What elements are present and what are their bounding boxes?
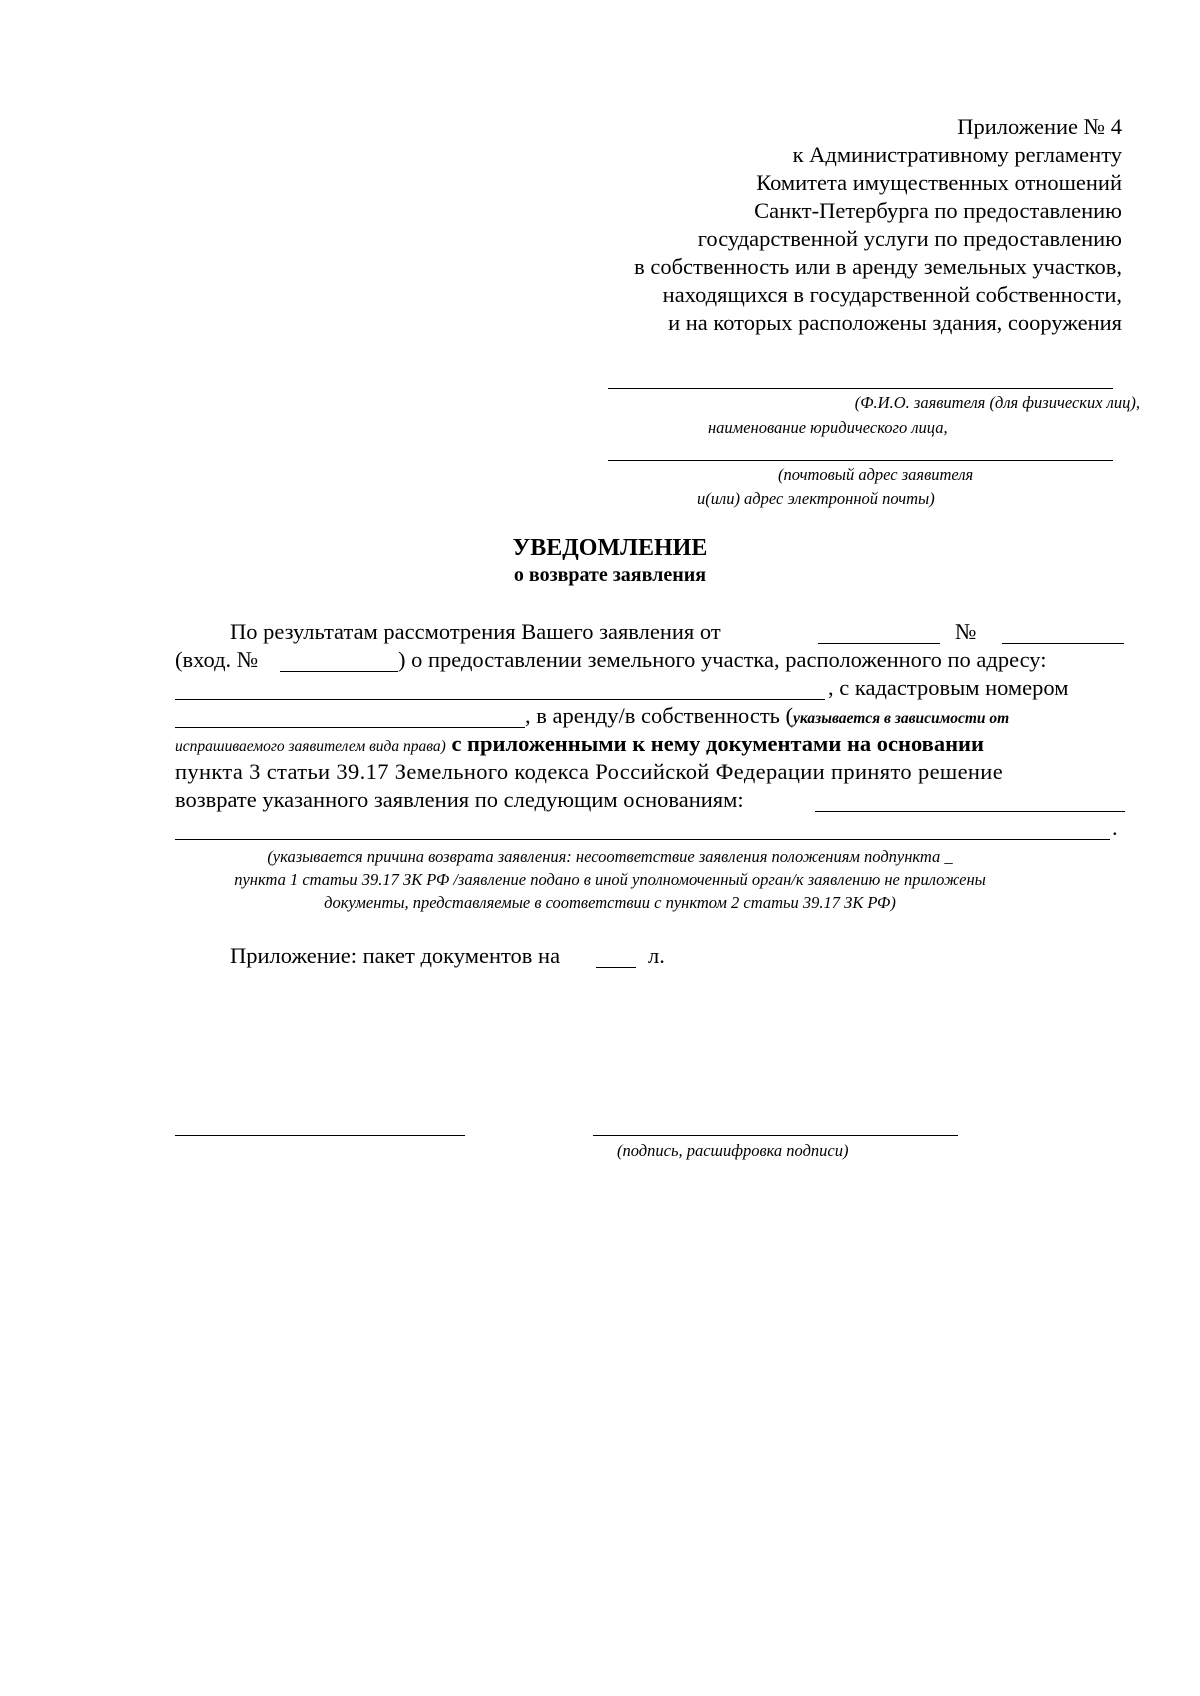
attachment-pages-blank bbox=[596, 967, 636, 968]
reason-note-line-3: документы, представляемые в соответствии с пунктом 2 статьи 39.17 ЗК РФ) bbox=[324, 893, 896, 912]
signature-line bbox=[593, 1135, 958, 1136]
document-subtitle: о возврате заявления bbox=[513, 564, 707, 586]
attachment-prefix: Приложение: пакет документов на bbox=[230, 943, 561, 968]
appendix-line: Приложение № 4 bbox=[957, 114, 1122, 139]
recipient-address-hint: (почтовый адрес заявителя bbox=[778, 465, 974, 484]
reason-blank-2 bbox=[175, 839, 1110, 840]
document-title: УВЕДОМЛЕНИЕ bbox=[512, 535, 708, 561]
appendix-line: государственной услуги по предоставлению bbox=[697, 226, 1122, 251]
body-line-2-text-a: (вход. № bbox=[175, 647, 259, 672]
body-line-5-b: с приложенными к нему документами на основании bbox=[445, 731, 984, 756]
appendix-line: в собственность или в аренду земельных участков, bbox=[634, 254, 1122, 279]
address-blank bbox=[175, 699, 825, 700]
body-line-4-a: , в аренду/в собственность ( bbox=[525, 703, 794, 728]
position-line bbox=[175, 1135, 465, 1136]
body-line-4-b: указывается в зависимости от bbox=[793, 710, 1010, 727]
date-blank bbox=[818, 643, 940, 644]
cadastral-blank bbox=[175, 727, 525, 728]
body-line-1-text: По результатам рассмотрения Вашего заявления от bbox=[230, 619, 721, 644]
recipient-address-hint-2: и(или) адрес электронной почты) bbox=[697, 489, 935, 508]
appendix-line: и на которых расположены здания, сооружения bbox=[668, 310, 1122, 335]
number-blank bbox=[1002, 643, 1124, 644]
recipient-name-line bbox=[608, 388, 1113, 389]
attachment-suffix: л. bbox=[648, 943, 665, 968]
body-line-2-text-b: ) о предоставлении земельного участка, расположенного по адресу: bbox=[398, 647, 1047, 672]
appendix-line: находящихся в государственной собственности, bbox=[662, 282, 1122, 307]
body-line-8-end: . bbox=[1112, 815, 1118, 840]
reason-note-line-2: пункта 1 статьи 39.17 ЗК РФ /заявление подано в иной уполномоченный орган/к заявлению не приложены bbox=[234, 870, 986, 889]
body-line-4-text bbox=[525, 703, 1009, 729]
body-line-7-text: возврате указанного заявления по следующим основаниям: bbox=[175, 787, 744, 812]
signature-hint: (подпись, расшифровка подписи) bbox=[617, 1141, 849, 1160]
body-line-6-text: пункта 3 статьи 39.17 Земельного кодекса Российской Федерации принято решение bbox=[175, 759, 1004, 784]
recipient-address-line bbox=[608, 460, 1113, 461]
body-line-3-text: , с кадастровым номером bbox=[828, 675, 1069, 700]
recipient-name-hint-2: наименование юридического лица, bbox=[708, 418, 948, 437]
recipient-name-hint: (Ф.И.О. заявителя (для физических лиц), bbox=[854, 393, 1140, 412]
appendix-line: Комитета имущественных отношений bbox=[756, 170, 1122, 195]
appendix-line: Санкт-Петербурга по предоставлению bbox=[754, 198, 1122, 223]
reason-note-line-1: (указывается причина возврата заявления: несоответствие заявления положениям подпункта _ bbox=[267, 847, 953, 866]
body-line-5-a: испрашиваемого заявителем вида права) bbox=[175, 738, 446, 755]
incoming-number-blank bbox=[280, 671, 398, 672]
appendix-line: к Административному регламенту bbox=[792, 142, 1122, 167]
reason-blank-1 bbox=[815, 811, 1125, 812]
body-line-5-text bbox=[175, 731, 984, 757]
number-sign: № bbox=[955, 619, 977, 644]
